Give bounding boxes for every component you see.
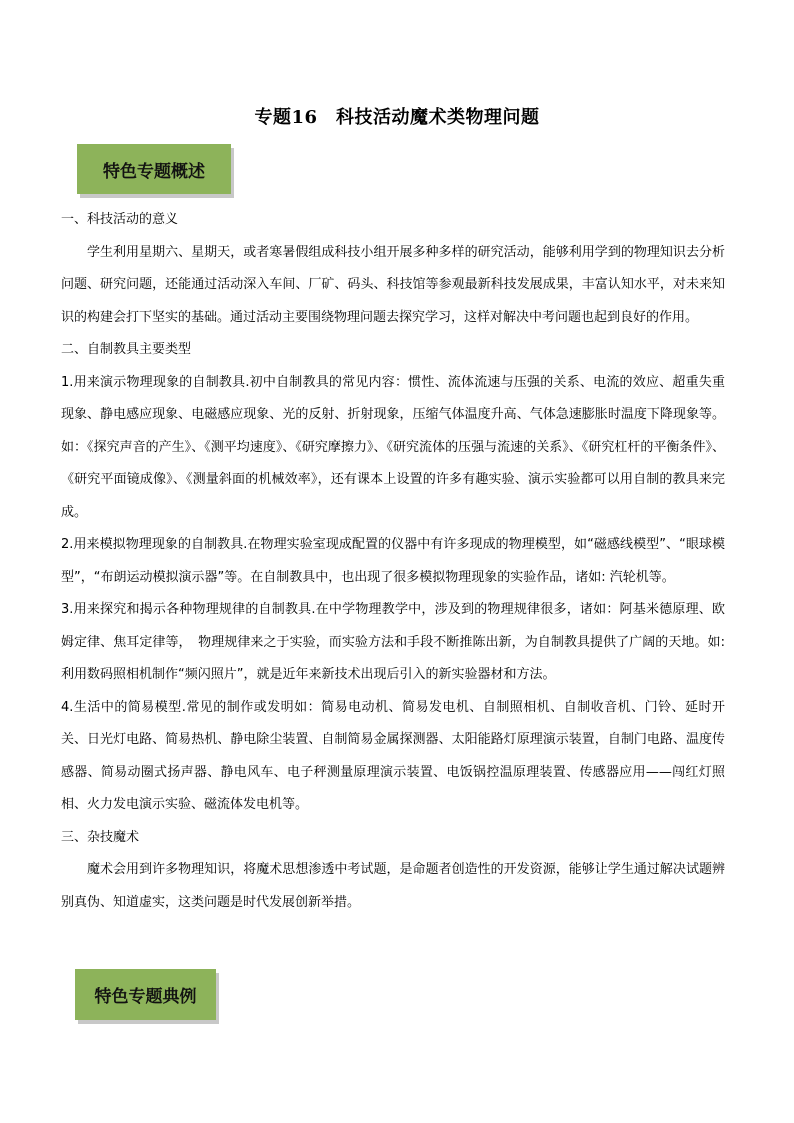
list-item-1: 1.用来演示物理现象的自制教具.初中自制教具的常见内容：惯性、流体流速与压强的关系、电流的效应、超重失重现象、静电感应现象、电磁感应现象、光的反射、折射现象，压缩气体温度升高、气体急速膨胀时温度下降现象等。如：《探究声音的产生》、《测平均速度》、《研究摩擦力》、《研究流体的压强与流速的关系》、《研究杠杆的平衡条件》、《研究平面镜成像》、《测量斜面的机械效率》，还有课本上设置的许多有趣实验、演示实验都可以用自制的教具来完成。: [61, 374, 725, 520]
page-title: 专题16 科技活动魔术类物理问题: [254, 107, 540, 128]
section-heading-1: 一、科技活动的意义: [61, 212, 179, 227]
section-paragraph-3: 魔术会用到许多物理知识，将魔术思想渗透中考试题，是命题者创造性的开发资源，能够让学生通过解决试题辨别真伪、知道虚实，这类问题是时代发展创新举措。: [61, 862, 725, 910]
section-heading-3: 三、杂技魔术: [61, 829, 140, 845]
list-item-4: 4.生活中的简易模型.常见的制作或发明如：简易电动机、简易发电机、自制照相机、自制收音机、门铃、延时开关、日光灯电路、简易热机、静电除尘装置、自制简易金属探测器、太阳能路灯原理演示装置，自制门电路、温度传感器、简易动圈式扬声器、静电风车、电子秤测量原理演示装置、电饭锅控温原理装置、传感器应用——闯红灯照相、火力发电演示实验、磁流体发电机等。: [61, 699, 725, 812]
list-item-2: 2.用来模拟物理现象的自制教具.在物理实验室现成配置的仪器中有许多现成的物理模型，如“磁感线模型”、“眼球模型”，“布朗运动模拟演示器”等。在自制教具中，也出现了很多模拟物理现象的实验作品，诸如: 汽轮机等。: [61, 537, 725, 585]
list-item-3: 3.用来探究和揭示各种物理规律的自制教具.在中学物理教学中，涉及到的物理规律很多，诸如：阿基米德原理、欧姆定律、焦耳定律等， 物理规律来之于实验，而实验方法和手段不断推陈出新，为自制教具提供了广阔的天地。如: 利用数码照相机制作“频闪照片”，就是近年来新技术出现后引入的新实验器材和方法。: [61, 602, 725, 682]
section-banner-overview: 特色专题概述: [77, 144, 231, 194]
section-paragraph-1: 学生利用星期六、星期天，或者寒暑假组成科技小组开展多种多样的研究活动，能够利用学到的物理知识去分析问题、研究问题，还能通过活动深入车间、厂矿、码头、科技馆等参观最新科技发展成果，丰富认知水平，对未来知识的构建会打下坚实的基础。通过活动主要围绕物理问题去探究学习，这样对解决中考问题也起到良好的作用。: [61, 244, 725, 325]
section-heading-2: 二、自制教具主要类型: [61, 342, 192, 357]
document-body: [61, 204, 725, 919]
section-banner-examples: 特色专题典例: [75, 969, 216, 1020]
